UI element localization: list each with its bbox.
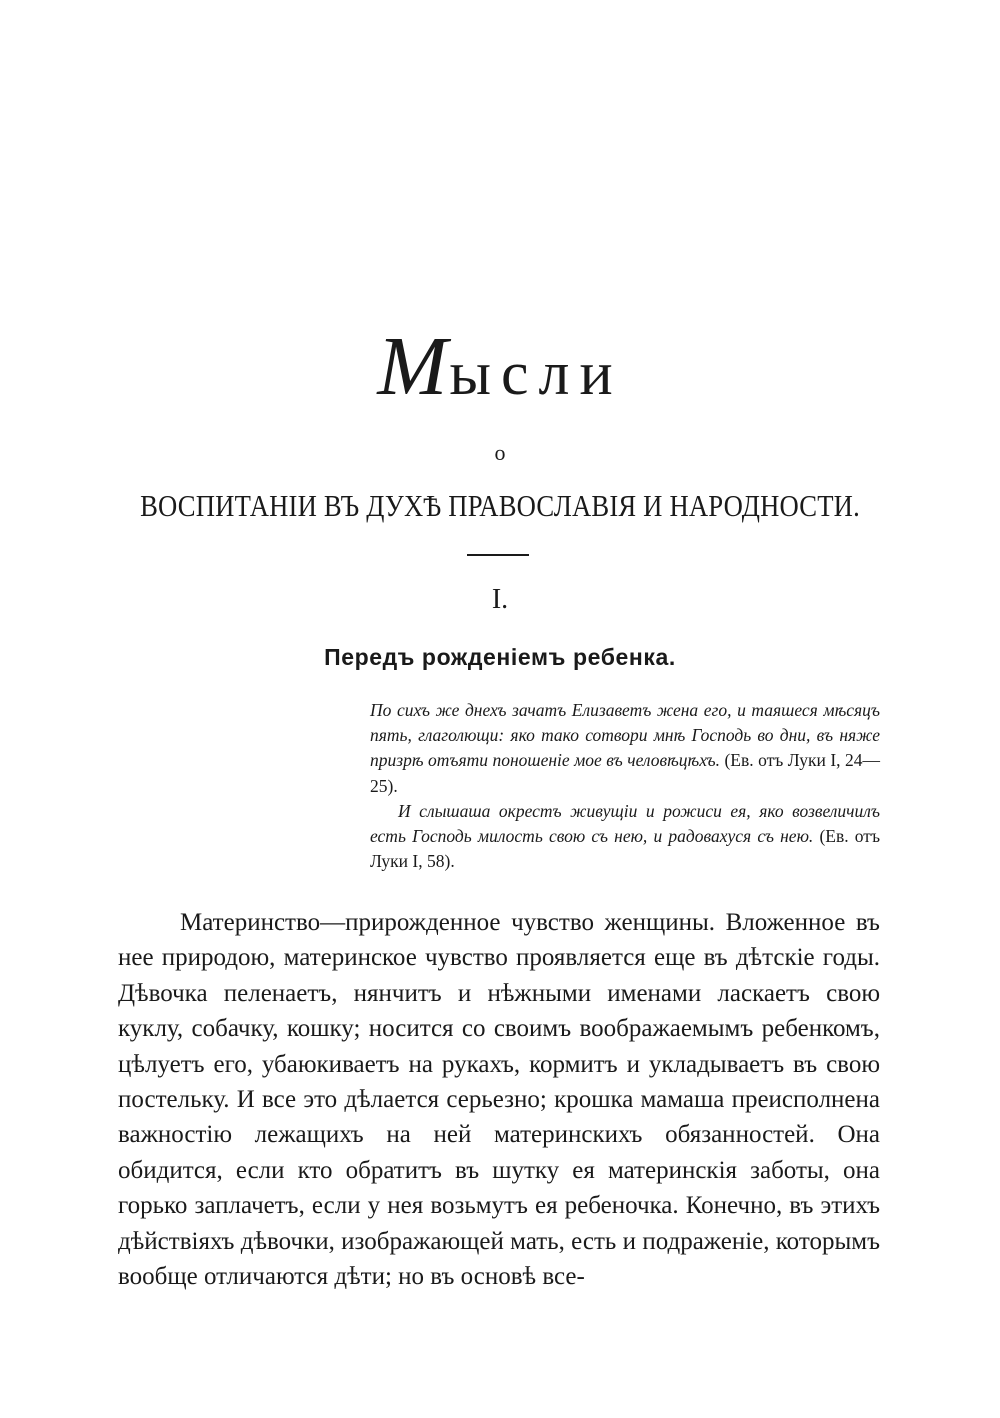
epigraph-quote: И слышаша окрестъ живущіи и рожиси ея, яко возвеличилъ есть Господь милость свою съ нею, и радовахуся съ нею. (370, 800, 880, 847)
epigraph-paragraph (370, 799, 880, 875)
divider-rule (467, 554, 529, 556)
section-title: Передъ рожденіемъ ребенка. (324, 644, 676, 670)
epigraph-paragraph (370, 698, 880, 799)
main-title (0, 318, 1000, 415)
epigraph-reference: (Ев. отъ Луки I, 24—25). (370, 750, 881, 796)
title-initial-letter: М (377, 320, 450, 413)
title-rest: ысли (449, 340, 623, 408)
section-number: I. (491, 584, 509, 615)
epigraph-quote: По сихъ же днехъ зачатъ Елизаветъ жена его, и таяшеся мѣсяцъ пять, глаголющи: яко тако сотвори мнѣ Господь во дни, въ няже призрѣ отъяти поношеніе мое въ человѣцѣхъ. (370, 700, 880, 771)
body-paragraph: Материнство—прирожденное чувство женщины. Вложенное въ нее природою, материнское чувство проявляется еще въ дѣтскіе годы. Дѣвочка пеленаетъ, нянчитъ и нѣжными именами ласкаетъ свою куклу, собачку, кошку; носится со своимъ воображаемымъ ребенкомъ, цѣлуетъ его, убаюкиваетъ на рукахъ, кормитъ и укладываетъ въ свою постельку. И все это дѣлается серьезно; крошка мамаша преисполнена важностію лежащихъ на ней материнскихъ обязанностей. Она обидится, если кто обратитъ въ шутку ея материнскія заботы, она горько заплачетъ, если у нея возьмутъ ея ребеночка. Конечно, въ этихъ дѣйствіяхъ дѣвочки, изображающей мать, есть и подраженіе, которымъ вообще отличаются дѣти; но въ основѣ все- (118, 909, 880, 1291)
epigraph (370, 698, 880, 874)
epigraph-reference: (Ев. отъ Луки I, 58). (370, 826, 880, 872)
title-connector: о (494, 440, 506, 465)
subtitle: ВОСПИТАНІИ ВЪ ДУХѢ ПРАВОСЛАВІЯ И НАРОДНОСТИ. (140, 488, 860, 523)
